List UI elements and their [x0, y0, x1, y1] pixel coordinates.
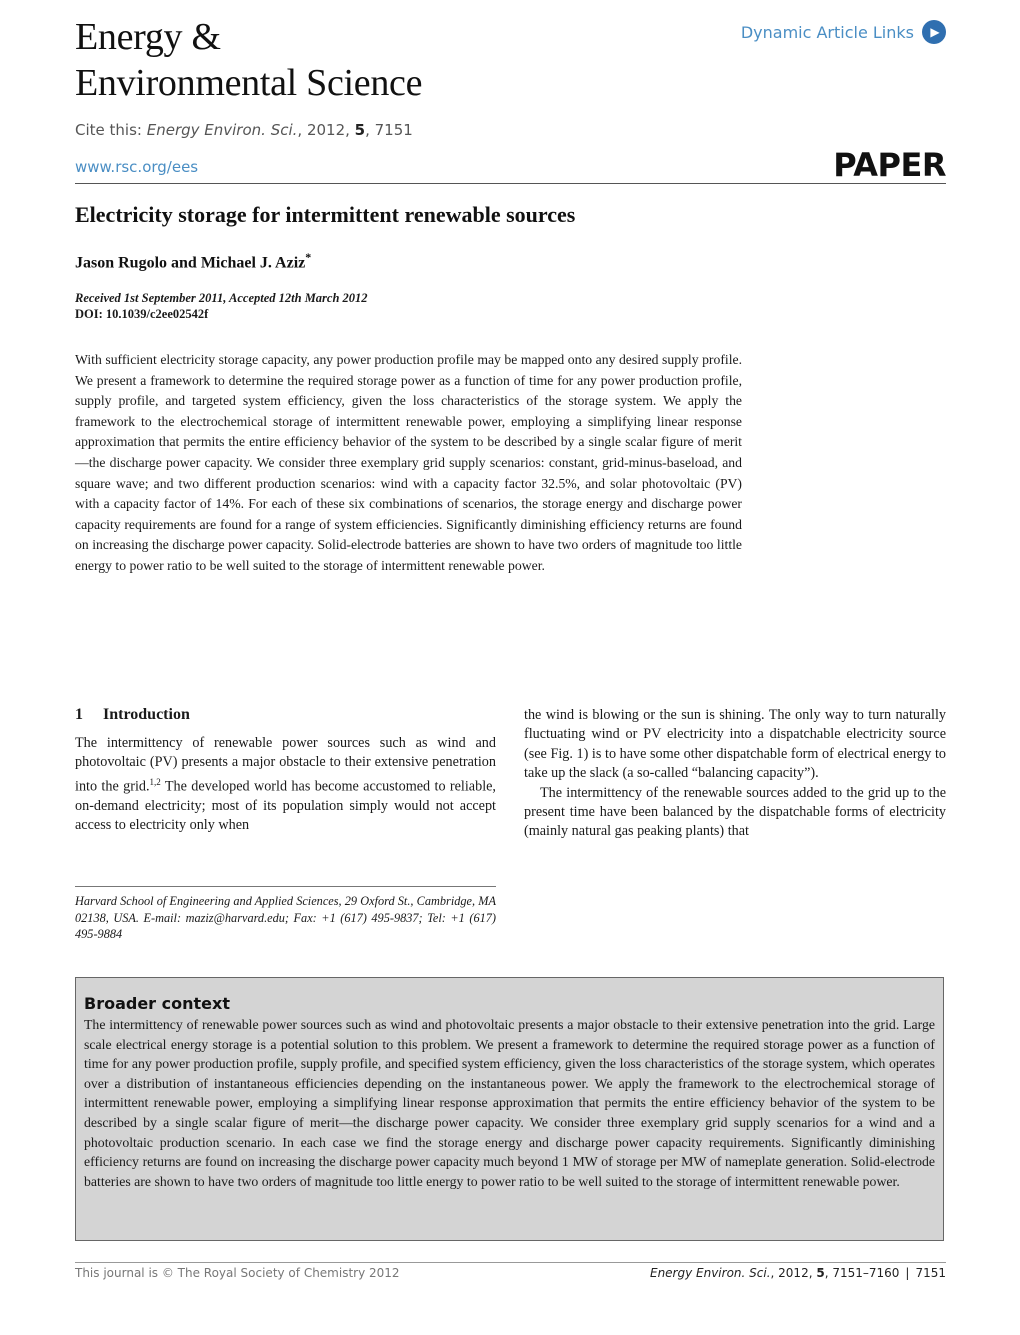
section-heading: [75, 706, 496, 724]
cite-volume: 5: [354, 121, 366, 139]
abstract: With sufficient electricity storage capacity, any power production profile may be mapped onto any desired supply profile. We present a framework to determine the required storage power as a function of time for any power production profile, supply profile, and targeted system efficiency, given the loss characteristics of the storage system. We apply the framework to the electrochemical storage of intermittent renewable power, employing a simplifying linear response approximation that permits the entire efficiency behavior of the system to be described by a single scalar figure of merit—the discharge power capacity. We consider three exemplary grid supply scenarios: constant, grid-minus-baseload, and square wave; and two different production scenarios: wind with a capacity factor 32.5%, and solar photovoltaic (PV) with a capacity factor of 14%. For each of these six combinations of scenarios, the storage energy and discharge power capacity requirements are found for a range of system efficiencies. Significantly diminishing efficiency returns are found on increasing the discharge power capacity. Solid-electrode batteries are shown to have two orders of magnitude too little energy to power ratio to be well suited to the storage of intermittent renewable power.: [75, 352, 742, 573]
broader-context-text: The intermittency of renewable power sources such as wind and photovoltaic presents a major obstacle to their extensive penetration into the grid. Large scale electrical energy storage is a potential solution to this problem. We present a framework to determine the required storage power as a function of time for any power production profile, supply profile, and specified system efficiency, given the loss characteristics of the storage system, which operates over a distribution of instantaneous efficiencies depending on the instantaneous power. We apply the framework to the electrochemical storage of intermittent renewable power, employing a simplifying linear response approximation that permits the entire efficiency behavior of the system to be described by a single scalar figure of merit—the discharge power capacity. We consider three exemplary grid supply scenarios for a wind and a photovoltaic production scenario. In each case we find the storage energy and discharge power capacity requirements. Significantly diminishing efficiency returns are found on increasing the discharge power capacity much beyond 1 MW of storage per MW of nameplate generation. Solid-electrode batteries are shown to have two orders of magnitude too little energy to power ratio to be well suited to the storage of intermittent renewable power.: [84, 1017, 935, 1189]
doi[interactable]: DOI: 10.1039/c2ee02542f: [75, 307, 209, 321]
broader-context-heading: Broader context: [84, 994, 230, 1013]
intro-paragraph-1: [75, 734, 496, 836]
corresponding-author-mark: *: [305, 250, 312, 264]
header-divider: [75, 183, 946, 184]
section-title: Introduction: [103, 706, 190, 723]
intro-right-paragraph-2: The intermittency of the renewable sources added to the grid up to the present time have been balanced by the dispatchable forms of electricity (mainly natural gas peaking plants) that: [524, 784, 946, 840]
play-icon[interactable]: ▶: [922, 20, 946, 44]
dynamic-links-label[interactable]: Dynamic Article Links: [740, 22, 914, 42]
author-affiliation: Harvard School of Engineering and Applied Sciences, 29 Oxford St., Cambridge, MA 02138, USA. E-mail: maziz@harvard.edu; Fax: +1 (617) 495-9837; Tel: +1 (617) 495-9884: [75, 894, 496, 941]
footer-divider: [75, 1262, 946, 1263]
footer-citation: [650, 1266, 946, 1280]
intro-text-a: The intermittency of renewable power sources such as wind and photovoltaic (PV) presents a major obstacle to their extensive penetration into the grid.: [75, 735, 496, 795]
footer-copyright: This journal is © The Royal Society of Chemistry 2012: [75, 1266, 400, 1280]
authors: [75, 250, 311, 272]
footer-pages: , 7151–7160: [824, 1266, 900, 1280]
cite-page: , 7151: [365, 121, 413, 139]
footer-year: , 2012,: [770, 1266, 817, 1280]
introduction-left-column: [75, 706, 496, 836]
footer-journal: Energy Environ. Sci.: [649, 1266, 771, 1280]
received-dates: Received 1st September 2011, Accepted 12th March 2012: [75, 291, 368, 305]
section-number: 1: [75, 706, 83, 723]
intro-text-b: The developed world has become accustomed to reliable, on-demand electricity; most of its population simply would not accept access to electricity only when: [75, 778, 496, 834]
journal-url-link[interactable]: www.rsc.org/ees: [75, 158, 199, 176]
footer-volume: 5: [816, 1266, 825, 1280]
footer-separator: |: [905, 1266, 910, 1280]
footer-page-number: 7151: [915, 1266, 946, 1280]
cite-year: , 2012,: [297, 121, 355, 139]
introduction-right-column: [524, 706, 946, 842]
cite-label: Cite this:: [75, 121, 142, 139]
cite-journal: Energy Environ. Sci.: [146, 121, 298, 139]
intro-right-paragraph-1: the wind is blowing or the sun is shining. The only way to turn naturally fluctuating wind or PV electricity into a dispatchable electricity source (see Fig. 1) is to have some other dispatchable form of electrical energy to take up the slack (a so-called “balancing capacity”).: [524, 707, 946, 782]
article-type-label: PAPER: [833, 146, 946, 184]
journal-title-line1: Energy &: [75, 16, 221, 58]
dynamic-article-links[interactable]: [741, 20, 946, 44]
footnote-divider: [75, 886, 496, 887]
article-title: Electricity storage for intermittent renewable sources: [75, 202, 576, 227]
author-names: Jason Rugolo and Michael J. Aziz: [75, 254, 306, 272]
citation-ref[interactable]: 1,2: [149, 776, 161, 787]
citation-line: [75, 121, 413, 139]
journal-title: [75, 14, 422, 106]
journal-title-line2: Environmental Science: [75, 62, 423, 104]
broader-context-box: [75, 977, 944, 1241]
